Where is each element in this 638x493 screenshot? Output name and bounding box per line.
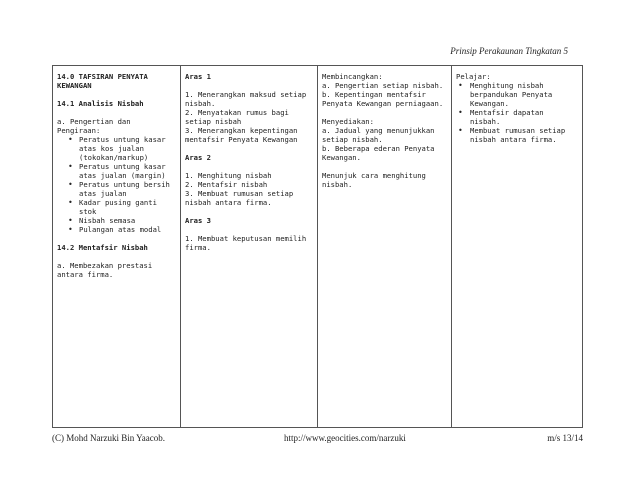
body-text: a. Membezakan prestasi antara firma. bbox=[57, 261, 153, 279]
list-item: 3. Membuat rumusan setiap nisbah antara firma. bbox=[185, 189, 294, 207]
list-item: 3. Menerangkan kepentingan mentafsir Penyata Kewangan bbox=[185, 126, 298, 144]
student-label: Pelajar: bbox=[456, 72, 491, 81]
list-item: a. Pengertian setiap nisbah. bbox=[322, 81, 444, 90]
list-item: • Pulangan atas modal bbox=[57, 225, 176, 234]
column-students bbox=[451, 66, 582, 427]
list-item: • Peratus untung kasar atas kos jualan (tokokan/markup) bbox=[57, 135, 176, 162]
list-item: 1. Menghitung nisbah bbox=[185, 171, 272, 180]
list-item: • Nisbah semasa bbox=[57, 216, 176, 225]
list-item: 1. Membuat keputusan memilih firma. bbox=[185, 234, 307, 252]
footer-url[interactable]: http://www.geocities.com/narzuki bbox=[284, 433, 406, 443]
column-levels bbox=[180, 66, 317, 427]
level-heading: Aras 2 bbox=[185, 153, 211, 162]
footer-author: (C) Mohd Narzuki Bin Yaacob. bbox=[52, 433, 165, 443]
list-item: • Peratus untung bersih atas jualan bbox=[57, 180, 176, 198]
footer-page-number: m/s 13/14 bbox=[547, 433, 583, 443]
column-content bbox=[53, 66, 180, 427]
activity-text: Menunjuk cara menghitung nisbah. bbox=[322, 171, 426, 189]
list-item: b. Kepentingan mentafsir Penyata Kewangan perniagaan. bbox=[322, 90, 444, 108]
list-item: • Kadar pusing ganti stok bbox=[57, 198, 176, 216]
list-item: b. Beberapa ederan Penyata Kewangan. bbox=[322, 144, 435, 162]
intro-text: a. Pengertian dan Pengiraan: bbox=[57, 117, 131, 135]
list-item: • Mentafsir dapatan nisbah. bbox=[456, 108, 578, 126]
bullet-list bbox=[57, 135, 176, 234]
list-item: • Menghitung nisbah berpandukan Penyata Kewangan. bbox=[456, 81, 578, 108]
activity-label: Membincangkan: bbox=[322, 72, 383, 81]
level-heading: Aras 3 bbox=[185, 216, 211, 225]
bullet-list bbox=[456, 81, 578, 144]
list-item: • Peratus untung kasar atas jualan (margin) bbox=[57, 162, 176, 180]
subsection-heading: 14.1 Analisis Nisbah bbox=[57, 99, 144, 108]
column-activities bbox=[317, 66, 451, 427]
syllabus-table bbox=[52, 65, 583, 428]
activity-label: Menyediakan: bbox=[322, 117, 374, 126]
list-item: 2. Menyatakan rumus bagi setiap nisbah bbox=[185, 108, 289, 126]
list-item: a. Jadual yang menunjukkan setiap nisbah. bbox=[322, 126, 435, 144]
list-item: 2. Mentafsir nisbah bbox=[185, 180, 268, 189]
list-item: • Membuat rumusan setiap nisbah antara firma. bbox=[456, 126, 578, 144]
page-header: Prinsip Perakaunan Tingkatan 5 bbox=[450, 46, 568, 56]
subsection-heading: 14.2 Mentafsir Nisbah bbox=[57, 243, 148, 252]
section-heading: 14.0 TAFSIRAN PENYATA KEWANGAN bbox=[57, 72, 148, 90]
level-heading: Aras 1 bbox=[185, 72, 211, 81]
list-item: 1. Menerangkan maksud setiap nisbah. bbox=[185, 90, 307, 108]
